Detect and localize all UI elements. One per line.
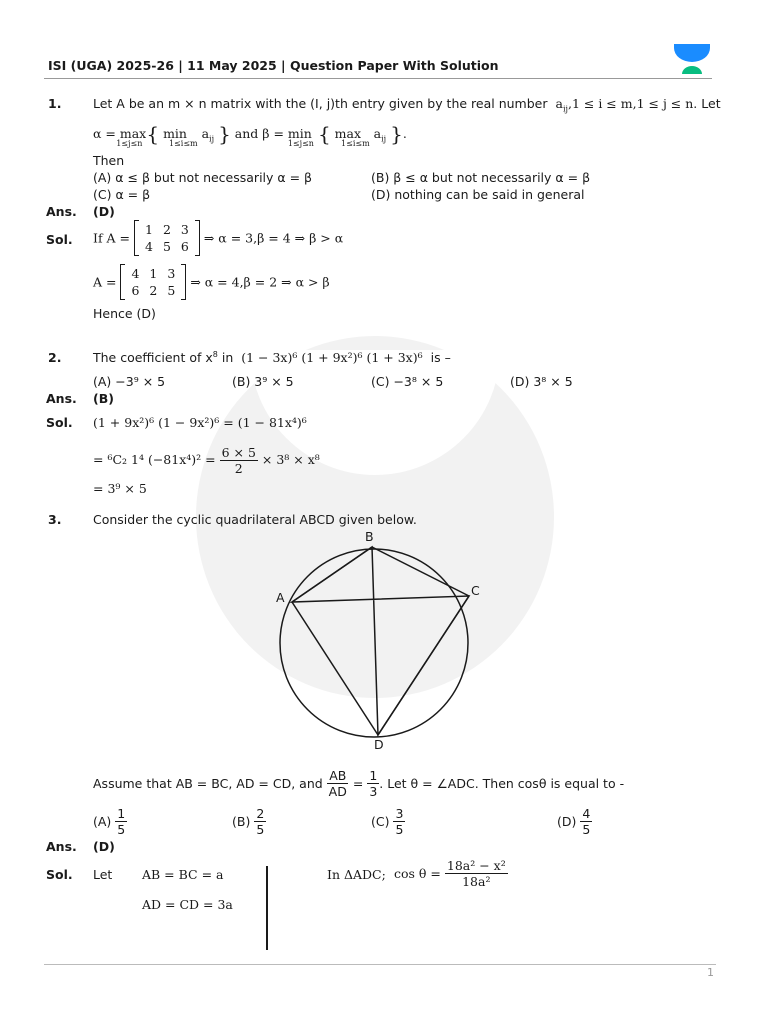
q1-question-text: Let A be an m × n matrix with the (I, j)th entry given by the real number $a_{ij},1 \le i \le m,1 \le j \le n$. Let bbox=[93, 96, 721, 114]
footer-divider bbox=[44, 964, 716, 965]
q3-sol-cos: cos θ = $\frac{\text{18a² − x²}}{\text{18a²}}$ bbox=[394, 858, 506, 889]
vertex-label-d: D bbox=[374, 737, 384, 752]
vertex-label-a: A bbox=[276, 590, 285, 605]
q3-sol-label: Sol. bbox=[46, 867, 73, 882]
q2-number: 2. bbox=[48, 350, 62, 365]
q3-sol-ab: AB = BC = a bbox=[142, 867, 224, 882]
q1-hence: Hence (D) bbox=[93, 306, 156, 321]
cyclic-quadrilateral-diagram bbox=[270, 528, 490, 758]
q1-ans-label: Ans. bbox=[46, 204, 77, 219]
q2-sol-line2: = ⁶C₂ 1⁴ (−81x⁴)² = $\frac{6 \times 5}{2}$ × 3⁸ × x⁸ bbox=[93, 445, 320, 476]
q2-option-c: (C) −3⁸ × 5 bbox=[371, 374, 444, 389]
q1-option-c: (C) α = β bbox=[93, 187, 151, 202]
matrix-1: 1 2 3 4 5 6 bbox=[134, 220, 200, 256]
q3-answer: (D) bbox=[93, 839, 115, 854]
q1-then: Then bbox=[93, 153, 125, 168]
q3-option-b: (B) $\frac{2}{5}$ bbox=[232, 806, 265, 837]
q1-sol-label: Sol. bbox=[46, 232, 73, 247]
q2-option-a: (A) −3⁹ × 5 bbox=[93, 374, 166, 389]
vertex-label-b: B bbox=[365, 529, 374, 544]
q1-sol-step1: If A = 1 2 3 4 5 6 ⇒ α = 3,β = 4 ⇒ β > α bbox=[93, 222, 344, 254]
page-header-title: ISI (UGA) 2025-26 | 11 May 2025 | Question Paper With Solution bbox=[48, 58, 499, 73]
q2-question-text: The coefficient of $x^8$ in (1 − 3x)⁶ (1 + 9x²)⁶ (1 + 3x)⁶ is – bbox=[93, 350, 451, 366]
q3-sol-ad: AD = CD = 3a bbox=[142, 897, 233, 912]
q2-option-b: (B) 3⁹ × 5 bbox=[232, 374, 294, 389]
q3-ans-label: Ans. bbox=[46, 839, 77, 854]
q3-option-d: (D) $\frac{4}{5}$ bbox=[557, 806, 591, 837]
solution-column-divider bbox=[266, 866, 268, 950]
header-divider bbox=[44, 78, 712, 79]
q1-option-d: (D) nothing can be said in general bbox=[371, 187, 585, 202]
brand-logo-icon bbox=[672, 44, 712, 76]
q3-question-text: Consider the cyclic quadrilateral ABCD given below. bbox=[93, 512, 417, 527]
q3-sol-in-triangle: In ΔADC; bbox=[327, 867, 386, 882]
q3-sol-let: Let bbox=[93, 867, 113, 882]
q3-option-a: (A) $\frac{1}{5}$ bbox=[93, 806, 126, 837]
q2-answer: (B) bbox=[93, 391, 114, 406]
q1-alpha-beta-definition: $\alpha = \max_{1\le j\le n}$ { $\min_{1\le i\le m} a_{ij}$ } and $\beta = \min_{1\le j\le n}$ { $\max_{1\le i\le m} a_{ij}$ }. bbox=[93, 122, 407, 148]
q2-sol-label: Sol. bbox=[46, 415, 73, 430]
circumcircle bbox=[280, 549, 468, 737]
q3-assumption: Assume that AB = BC, AD = CD, and $\frac{AB}{AD}$ = $\frac{1}{3}$ . Let θ = ∠ADC. Then cosθ is equal to - bbox=[93, 768, 625, 799]
q2-ans-label: Ans. bbox=[46, 391, 77, 406]
q1-answer: (D) bbox=[93, 204, 115, 219]
q2-option-d: (D) 3⁸ × 5 bbox=[510, 374, 573, 389]
q2-sol-line3: = 3⁹ × 5 bbox=[93, 481, 147, 496]
q1-option-a: (A) α ≤ β but not necessarily α = β bbox=[93, 170, 313, 185]
q1-sol-step2: A = 4 1 3 6 2 5 ⇒ α = 4,β = 2 ⇒ α > β bbox=[93, 266, 330, 298]
q1-number: 1. bbox=[48, 96, 62, 111]
q1-option-b: (B) β ≤ α but not necessarily α = β bbox=[371, 170, 591, 185]
q3-number: 3. bbox=[48, 512, 62, 527]
q2-sol-line1: (1 + 9x²)⁶ (1 − 9x²)⁶ = (1 − 81x⁴)⁶ bbox=[93, 415, 307, 430]
vertex-label-c: C bbox=[471, 583, 480, 598]
q3-option-c: (C) $\frac{3}{5}$ bbox=[371, 806, 404, 837]
matrix-2: 4 1 3 6 2 5 bbox=[120, 264, 186, 300]
page-number: 1 bbox=[707, 966, 714, 979]
